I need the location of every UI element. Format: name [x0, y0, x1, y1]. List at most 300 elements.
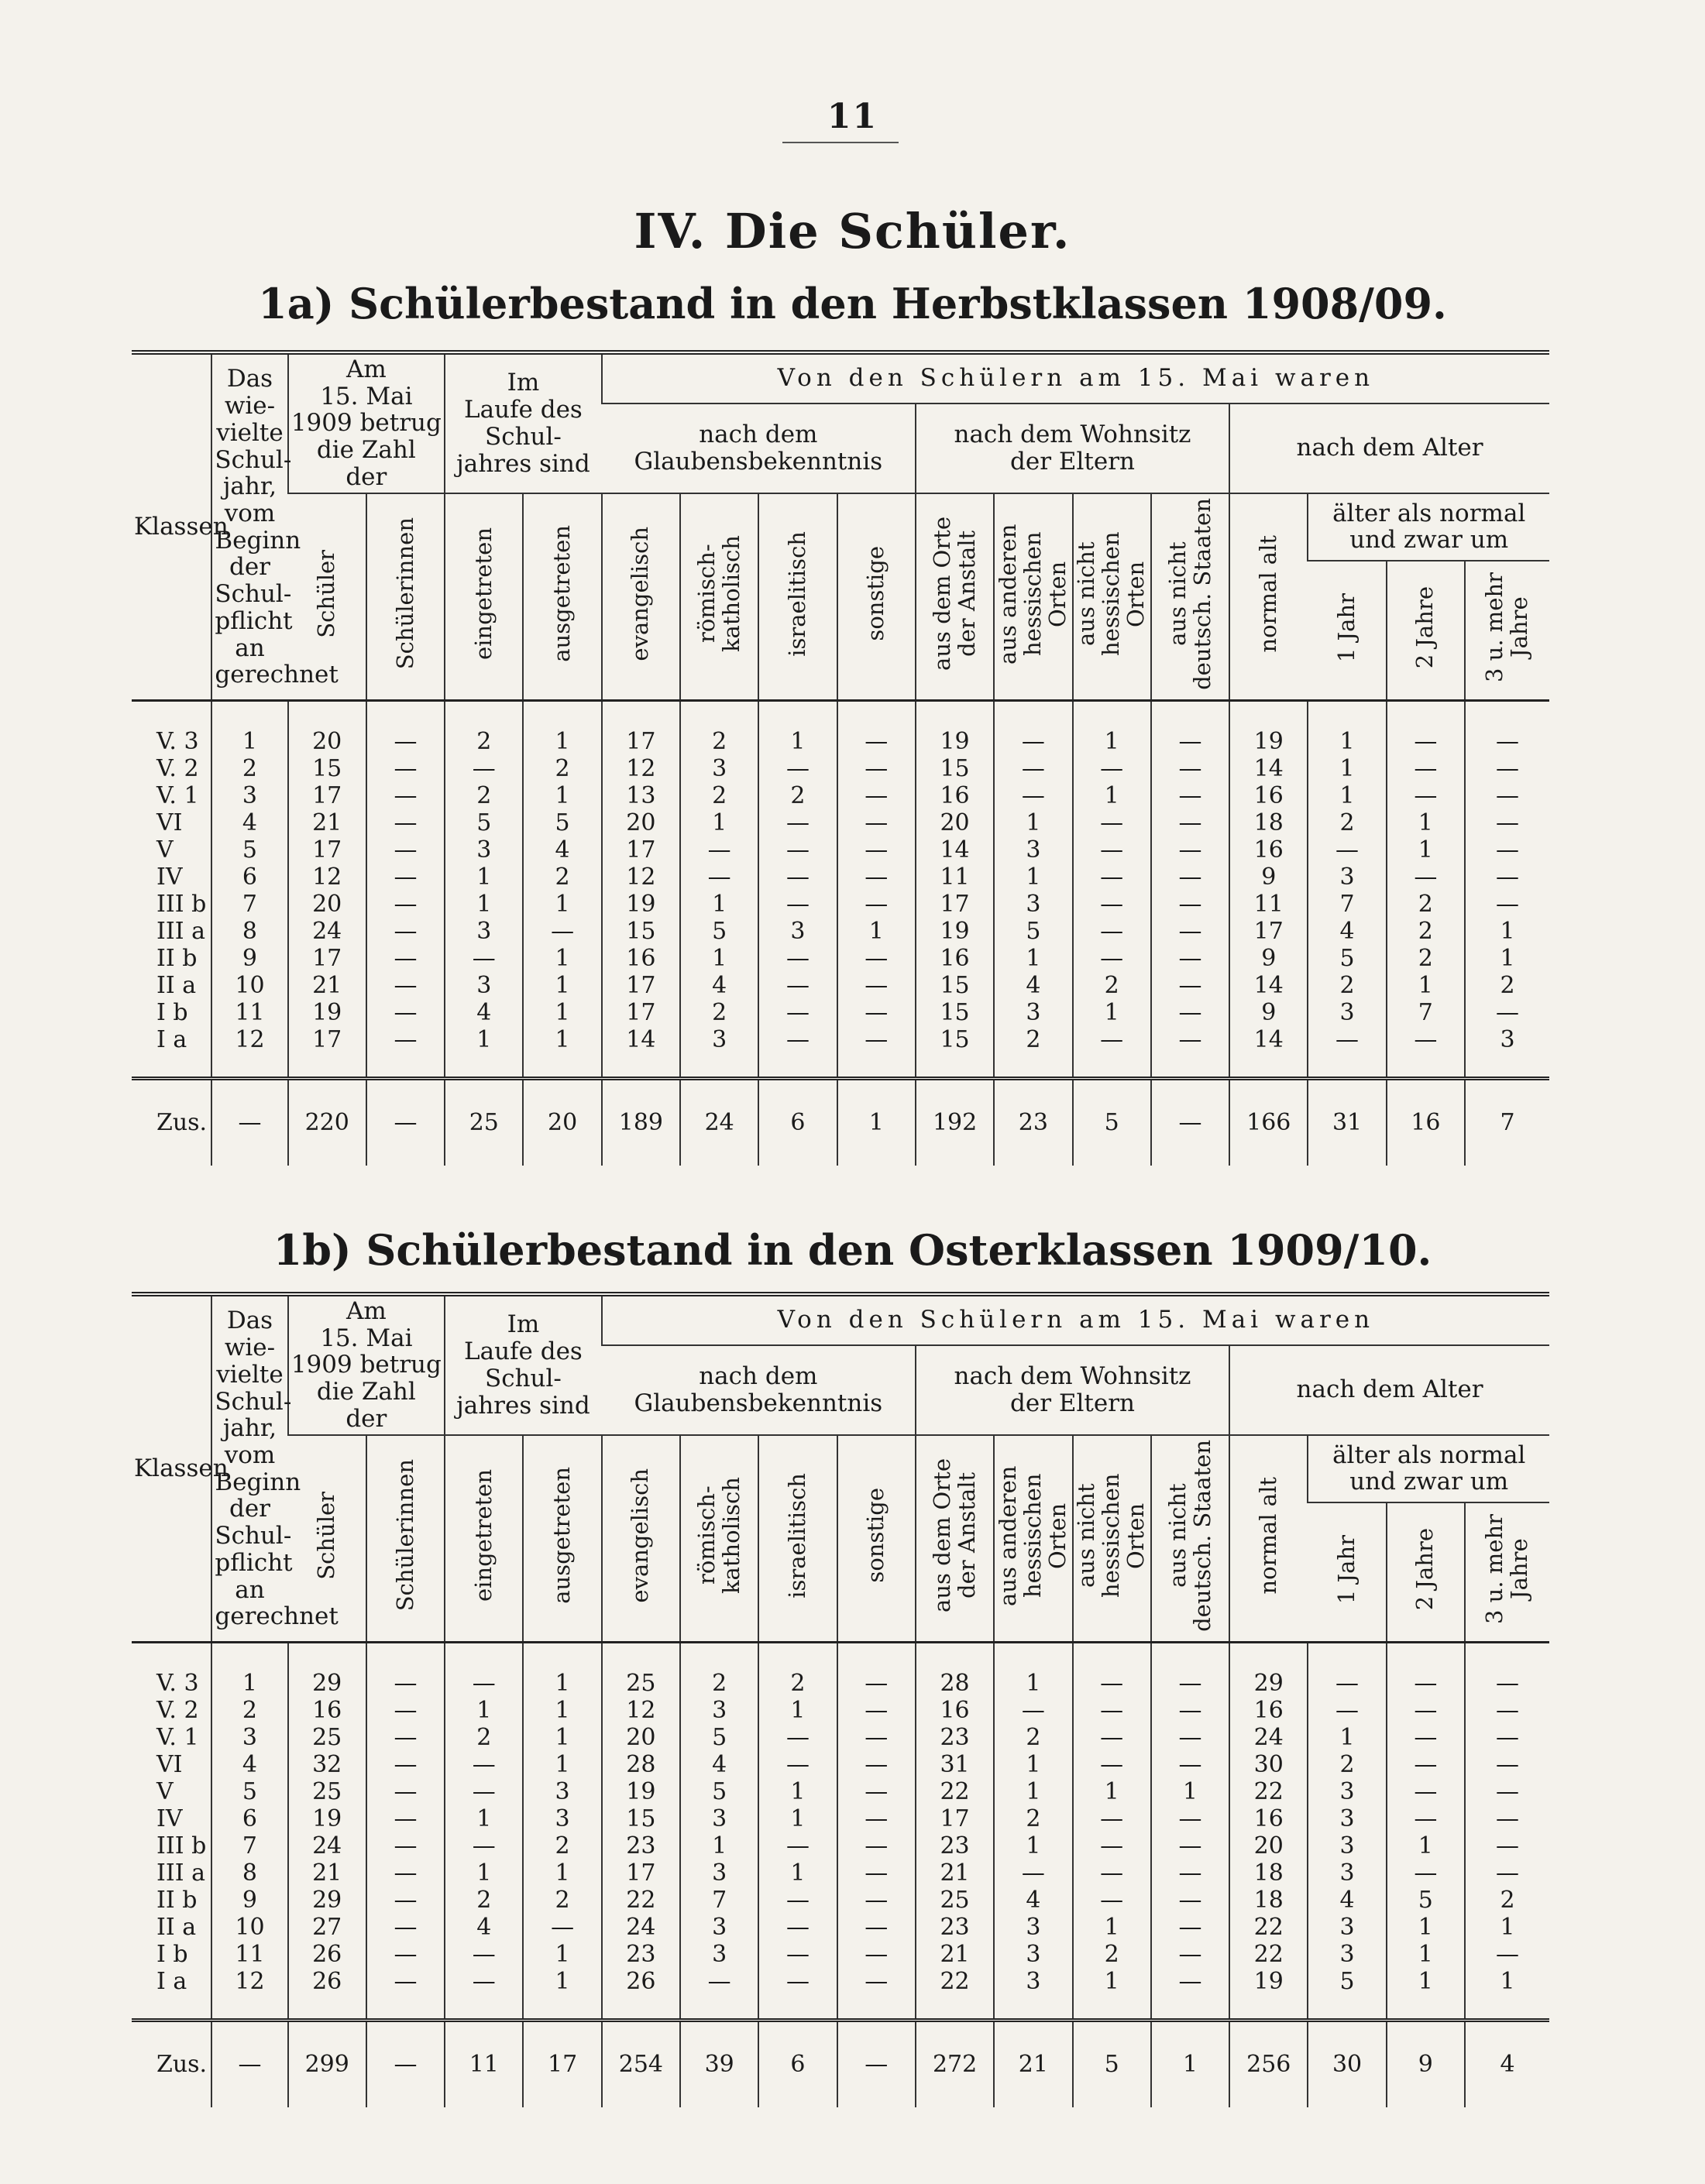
table-cell: 16 — [1229, 836, 1308, 864]
table-cell: — — [445, 1832, 523, 1859]
col-glaubensbekenntnis — [602, 403, 916, 493]
table-cell: — — [1151, 1968, 1229, 2021]
total-label: Zus. — [156, 1109, 208, 1137]
table-cell: — — [366, 809, 445, 836]
table-cell: 1 — [1465, 945, 1549, 972]
table-cell: — — [758, 1724, 837, 1751]
table-cell: 20 — [916, 809, 994, 836]
col-nicht-deutsch-label: aus nicht deutsch. Staaten — [1164, 1439, 1215, 1632]
col-j1-label: 1 Jahr — [1332, 1534, 1360, 1605]
col-evangelisch-label: evangelisch — [627, 1468, 654, 1603]
table-cell: 2 — [680, 701, 758, 756]
table-cell: 12 — [602, 755, 680, 782]
table-cell: — — [366, 1643, 445, 1698]
row-class-label: IV — [156, 1805, 183, 1833]
col-hess-orte — [994, 493, 1072, 701]
table-cell: 14 — [916, 836, 994, 864]
row-class-label: II b — [156, 945, 198, 973]
table-cell: — — [445, 1968, 523, 2021]
table-cell: — — [837, 864, 916, 891]
table-cell: — — [1151, 864, 1229, 891]
table-cell: — — [366, 1941, 445, 1968]
table-cell: 3 — [1308, 1914, 1386, 1941]
row-class-label: V — [156, 836, 174, 864]
total-cell: 6 — [758, 1079, 837, 1166]
col-ort-anstalt — [916, 493, 994, 701]
table-cell: — — [1387, 755, 1465, 782]
table-cell: 1 — [1387, 836, 1465, 864]
total-cell: 4 — [1465, 2021, 1549, 2108]
table-cell: 29 — [288, 1887, 366, 1914]
col-schuelerinnen — [366, 493, 445, 701]
table-cell: 1 — [523, 1724, 601, 1751]
page-number: 11 — [827, 97, 878, 136]
table-cell: 2 — [445, 782, 523, 809]
col-glaubensbekenntnis — [602, 1345, 916, 1435]
col-sonstige — [837, 493, 916, 701]
table-cell: — — [994, 1697, 1072, 1724]
col-von-den-schuelern — [602, 1294, 1549, 1345]
col-nicht-deutsch — [1151, 1435, 1229, 1643]
table-cell: 3 — [994, 1914, 1072, 1941]
table-cell: 23 — [916, 1832, 994, 1859]
table-cell: 3 — [758, 918, 837, 945]
table-cell: 1 — [680, 1832, 758, 1859]
table-cell: 17 — [288, 782, 366, 809]
table-cell: 1 — [1387, 1914, 1465, 1941]
table-cell: — — [1073, 1859, 1151, 1887]
table-cell: 2 — [1387, 891, 1465, 918]
total-cell: 1 — [837, 1079, 916, 1166]
table-cell: 3 — [680, 1859, 758, 1887]
row-class-label: II a — [156, 1914, 197, 1942]
page-title: IV. Die Schüler. — [634, 203, 1071, 259]
table-cell: 2 — [211, 1697, 287, 1724]
table-cell: 15 — [916, 972, 994, 999]
table-cell: 26 — [288, 1941, 366, 1968]
col-j1-label: 1 Jahr — [1332, 592, 1360, 663]
col-katholisch — [680, 493, 758, 701]
table-cell: 15 — [916, 1026, 994, 1079]
table-cell: — — [758, 1914, 837, 1941]
col-j2 — [1387, 561, 1465, 701]
table-cell: — — [366, 1751, 445, 1778]
col-am-15-mai — [288, 352, 445, 493]
table-cell: 5 — [680, 1724, 758, 1751]
table-cell: — — [758, 1968, 837, 2021]
col-schuelerinnen-label: Schülerinnen — [391, 517, 418, 670]
table-cell: 3 — [680, 1805, 758, 1832]
table-cell: 17 — [602, 972, 680, 999]
table-cell: — — [758, 1026, 837, 1079]
table-cell: 16 — [288, 1697, 366, 1724]
row-class-label: III a — [156, 1859, 205, 1887]
table-cell: 2 — [994, 1724, 1072, 1751]
table-cell: — — [758, 1751, 837, 1778]
table-cell: — — [1465, 1805, 1549, 1832]
table-row — [132, 1026, 1549, 1079]
table-cell: — — [1387, 782, 1465, 809]
col-nicht-hess — [1073, 1435, 1151, 1643]
table-cell: — — [1465, 1697, 1549, 1724]
table-cell: — — [1073, 809, 1151, 836]
table-cell: 2 — [523, 1832, 601, 1859]
table-cell: 26 — [602, 1968, 680, 2021]
table-cell: 1 — [1151, 1778, 1229, 1805]
table-cell: 2 — [523, 755, 601, 782]
table-cell: — — [445, 755, 523, 782]
col-eingetreten-label: eingetreten — [469, 1469, 497, 1602]
table-cell: 21 — [916, 1859, 994, 1887]
table-cell: 3 — [994, 891, 1072, 918]
total-label: Zus. — [156, 2051, 208, 2079]
table-cell: — — [1465, 1941, 1549, 1968]
total-cell: 254 — [602, 2021, 680, 2108]
table-cell: 1 — [1387, 1941, 1465, 1968]
table-cell: — — [758, 972, 837, 999]
table-cell: 2 — [445, 1887, 523, 1914]
table-cell: — — [366, 1968, 445, 2021]
col-klassen — [132, 1294, 229, 1643]
table-cell: — — [680, 864, 758, 891]
row-class-label: I a — [156, 1026, 187, 1054]
table-cell: — — [366, 701, 445, 756]
table-cell: 11 — [1229, 891, 1308, 918]
table-cell: 2 — [445, 701, 523, 756]
table-cell: — — [837, 701, 916, 756]
table-cell: 3 — [211, 1724, 287, 1751]
table-cell: 1 — [994, 1778, 1072, 1805]
table-cell: — — [1151, 1832, 1229, 1859]
col-schuljahr-label: Das wie- vielte Schul- jahr, vom Beginn der Schul- pflicht an gerechnet — [215, 1307, 339, 1631]
table-cell: 1 — [1465, 1914, 1549, 1941]
table-cell: 17 — [288, 836, 366, 864]
table-cell: 12 — [288, 864, 366, 891]
table-cell: 23 — [602, 1941, 680, 1968]
table-cell: 28 — [916, 1643, 994, 1698]
table-cell: — — [366, 945, 445, 972]
table-cell: 18 — [1229, 1887, 1308, 1914]
table-cell: 2 — [1308, 809, 1386, 836]
col-j1 — [1308, 561, 1386, 701]
table-cell: — — [1073, 864, 1151, 891]
table-cell: — — [837, 836, 916, 864]
col-von-den-schuelern-label: Von den Schülern am 15. Mai waren — [777, 1306, 1375, 1334]
col-j2 — [1387, 1502, 1465, 1643]
col-am-15-mai-label: Am 15. Mai 1909 betrug die Zahl der — [290, 355, 442, 491]
table-cell: 4 — [1308, 1887, 1386, 1914]
table-cell: 17 — [602, 701, 680, 756]
col-von-den-schuelern — [602, 352, 1549, 403]
table-cell: 1 — [1308, 782, 1386, 809]
table-cell: 2 — [1073, 1941, 1151, 1968]
table-cell: 23 — [916, 1914, 994, 1941]
col-j2-label: 2 Jahre — [1411, 586, 1439, 669]
table-row — [132, 701, 1549, 756]
table-cell: — — [1387, 1778, 1465, 1805]
table-cell: 3 — [680, 1026, 758, 1079]
table-cell: 28 — [602, 1751, 680, 1778]
table-cell: 3 — [1465, 1026, 1549, 1079]
row-class-label: II a — [156, 972, 197, 1000]
col-wohnsitz-label: nach dem Wohnsitz der Eltern — [954, 1362, 1191, 1417]
table-cell: — — [994, 701, 1072, 756]
table-cell: 4 — [1308, 918, 1386, 945]
table-cell: — — [1387, 701, 1465, 756]
table-cell: 19 — [916, 918, 994, 945]
table-cell: — — [758, 1832, 837, 1859]
table-cell: 12 — [211, 1968, 287, 2021]
table-cell: — — [758, 836, 837, 864]
row-class-label: I b — [156, 1941, 188, 1969]
table-cell: 17 — [288, 945, 366, 972]
table-cell: — — [994, 1859, 1072, 1887]
table-cell: 14 — [602, 1026, 680, 1079]
total-cell: — — [837, 2021, 916, 2108]
col-wohnsitz — [916, 1345, 1229, 1435]
table-cell: 9 — [211, 945, 287, 972]
col-glaubensbekenntnis-label: nach dem Glaubensbekenntnis — [634, 1362, 883, 1417]
col-klassen-label: Klassen — [134, 1454, 229, 1483]
total-cell: 5 — [1073, 1079, 1151, 1166]
table-cell: 1 — [1073, 1968, 1151, 2021]
col-nicht-deutsch — [1151, 493, 1229, 701]
table-cell: — — [1465, 999, 1549, 1026]
col-im-laufe — [445, 1294, 602, 1435]
table-cell: 3 — [1308, 864, 1386, 891]
col-nicht-deutsch-label: aus nicht deutsch. Staaten — [1164, 497, 1215, 690]
col-normal — [1229, 493, 1308, 701]
col-israelitisch — [758, 1435, 837, 1643]
table-cell: 1 — [758, 1805, 837, 1832]
col-im-laufe-label: Im Laufe des Schul- jahres sind — [456, 369, 590, 478]
table-cell: — — [1465, 1778, 1549, 1805]
table-cell: 5 — [994, 918, 1072, 945]
table-cell: 2 — [994, 1805, 1072, 1832]
table-cell: 1 — [523, 891, 601, 918]
table-cell: 2 — [1387, 918, 1465, 945]
table-cell: 19 — [288, 1805, 366, 1832]
table-cell: 22 — [1229, 1941, 1308, 1968]
table-cell: 8 — [211, 918, 287, 945]
table-row — [132, 1941, 1549, 1968]
col-wohnsitz — [916, 403, 1229, 493]
table-cell: — — [1073, 918, 1151, 945]
row-class-label: III b — [156, 1832, 207, 1860]
table-cell: 1 — [1387, 1968, 1465, 2021]
table-cell: 1 — [1073, 1914, 1151, 1941]
table-cell: — — [837, 1914, 916, 1941]
table-cell: 20 — [602, 809, 680, 836]
table-row — [132, 1859, 1549, 1887]
table-row — [132, 809, 1549, 836]
table-herbstklassen — [132, 350, 1549, 1166]
table-cell: — — [366, 755, 445, 782]
total-row — [132, 1079, 1549, 1166]
total-cell: 1 — [1151, 2021, 1229, 2108]
col-j3 — [1465, 1502, 1549, 1643]
col-ausgetreten — [523, 493, 601, 701]
col-j3-label: 3 u. mehr Jahre — [1481, 1514, 1532, 1625]
table-cell: 21 — [288, 809, 366, 836]
col-israelitisch-label: israelitisch — [784, 531, 811, 657]
table-cell: 3 — [445, 918, 523, 945]
total-cell: 9 — [1387, 2021, 1465, 2108]
table-cell: 3 — [1308, 999, 1386, 1026]
table-cell: — — [758, 1887, 837, 1914]
col-im-laufe — [445, 352, 602, 493]
table-cell: — — [366, 972, 445, 999]
total-cell: 7 — [1465, 1079, 1549, 1166]
table-cell: — — [1151, 755, 1229, 782]
table-cell: 2 — [1073, 972, 1151, 999]
table-cell: 2 — [211, 755, 287, 782]
table-cell: — — [1465, 1751, 1549, 1778]
table-cell: 5 — [211, 836, 287, 864]
table-cell: 16 — [602, 945, 680, 972]
table-cell: — — [366, 1778, 445, 1805]
col-normal — [1229, 1435, 1308, 1643]
col-evangelisch — [602, 493, 680, 701]
table-cell: 1 — [523, 1941, 601, 1968]
table-cell: 3 — [445, 972, 523, 999]
col-nicht-hess-label: aus nicht hessischen Orten — [1073, 531, 1150, 656]
table-cell: — — [445, 1643, 523, 1698]
table-cell: — — [837, 1778, 916, 1805]
table-cell: 1 — [445, 864, 523, 891]
col-j2-label: 2 Jahre — [1411, 1528, 1439, 1611]
table-cell: 16 — [1229, 782, 1308, 809]
col-ausgetreten-label: ausgetreten — [548, 525, 576, 662]
table-cell: 15 — [916, 755, 994, 782]
table-cell: 1 — [1387, 972, 1465, 999]
total-cell: 299 — [288, 2021, 366, 2108]
row-class-label: VI — [156, 1751, 183, 1779]
table-cell: — — [1387, 1859, 1465, 1887]
table-cell: 1 — [1387, 1832, 1465, 1859]
table-osterklassen — [132, 1292, 1549, 2107]
table-cell: — — [1073, 1697, 1151, 1724]
table-cell: — — [1151, 1941, 1229, 1968]
table-cell: 4 — [994, 1887, 1072, 1914]
col-sonstige-label: sonstige — [862, 546, 889, 641]
col-hess-orte-label: aus anderen hessischen Orten — [995, 1465, 1071, 1606]
table-cell: 5 — [1308, 945, 1386, 972]
table-cell: 1 — [523, 1859, 601, 1887]
table-cell: 14 — [1229, 972, 1308, 999]
table-cell: — — [1073, 945, 1151, 972]
table-cell: 18 — [1229, 809, 1308, 836]
table-cell: 12 — [211, 1026, 287, 1079]
table-cell: 17 — [916, 1805, 994, 1832]
table-cell: 5 — [680, 918, 758, 945]
table-cell: 3 — [523, 1778, 601, 1805]
table-cell: — — [1308, 1697, 1386, 1724]
table-cell: 1 — [994, 945, 1072, 972]
table-cell: 24 — [288, 1832, 366, 1859]
col-j3 — [1465, 561, 1549, 701]
table-cell: 6 — [211, 1805, 287, 1832]
col-glaubensbekenntnis-label: nach dem Glaubensbekenntnis — [634, 420, 883, 476]
total-cell: 272 — [916, 2021, 994, 2108]
table-cell: — — [837, 809, 916, 836]
row-class-label: V. 1 — [156, 782, 199, 810]
table-cell: — — [1151, 891, 1229, 918]
table-cell: — — [837, 1887, 916, 1914]
table-cell: 15 — [916, 999, 994, 1026]
total-cell: 30 — [1308, 2021, 1386, 2108]
table-cell: — — [1151, 945, 1229, 972]
table-cell: 1 — [523, 1697, 601, 1724]
table-cell: — — [837, 1697, 916, 1724]
col-schuelerinnen-label: Schülerinnen — [391, 1459, 418, 1612]
col-normal-label: normal alt — [1254, 1476, 1281, 1595]
table-cell: 16 — [916, 782, 994, 809]
total-cell: 256 — [1229, 2021, 1308, 2108]
table-cell: 3 — [680, 1697, 758, 1724]
table-cell: 2 — [680, 782, 758, 809]
table-cell: — — [994, 755, 1072, 782]
table-cell: 20 — [602, 1724, 680, 1751]
table-cell: 3 — [445, 836, 523, 864]
table-cell: 25 — [288, 1778, 366, 1805]
table-cell: — — [758, 945, 837, 972]
table-cell: 16 — [916, 945, 994, 972]
table-cell: — — [837, 1643, 916, 1698]
table-cell: 2 — [758, 1643, 837, 1698]
table-cell: — — [523, 1914, 601, 1941]
table-cell: 1 — [1073, 999, 1151, 1026]
table-cell: — — [445, 945, 523, 972]
table-cell: 29 — [288, 1643, 366, 1698]
col-am-15-mai — [288, 1294, 445, 1435]
table-cell: — — [758, 809, 837, 836]
table-row — [132, 1724, 1549, 1751]
table-cell: 1 — [523, 999, 601, 1026]
col-nicht-hess-label: aus nicht hessischen Orten — [1073, 1473, 1150, 1598]
table-row — [132, 1914, 1549, 1941]
col-nicht-hess — [1073, 493, 1151, 701]
col-schueler-label: Schüler — [312, 1491, 339, 1580]
total-cell: — — [1151, 1079, 1229, 1166]
table-cell: 15 — [288, 755, 366, 782]
total-cell: 189 — [602, 1079, 680, 1166]
table-cell: 20 — [1229, 1832, 1308, 1859]
table-cell: — — [1465, 836, 1549, 864]
col-schuelerinnen — [366, 1435, 445, 1643]
table-cell: — — [1073, 1887, 1151, 1914]
table-cell: 4 — [994, 972, 1072, 999]
table-cell: — — [1151, 972, 1229, 999]
table-cell: 16 — [916, 1697, 994, 1724]
table-cell: — — [366, 836, 445, 864]
table-cell: 18 — [1229, 1859, 1308, 1887]
table-cell: — — [1308, 836, 1386, 864]
table-row — [132, 918, 1549, 945]
table-row — [132, 1643, 1549, 1698]
table-cell: 3 — [1308, 1778, 1386, 1805]
table-cell: — — [366, 782, 445, 809]
table-row — [132, 836, 1549, 864]
table-cell: 1 — [445, 1026, 523, 1079]
col-ort-anstalt — [916, 1435, 994, 1643]
table-cell: 2 — [523, 1887, 601, 1914]
table-cell: — — [758, 1941, 837, 1968]
table-cell: — — [1308, 1026, 1386, 1079]
total-cell: 11 — [445, 2021, 523, 2108]
table-cell: 5 — [445, 809, 523, 836]
table-cell: 25 — [602, 1643, 680, 1698]
